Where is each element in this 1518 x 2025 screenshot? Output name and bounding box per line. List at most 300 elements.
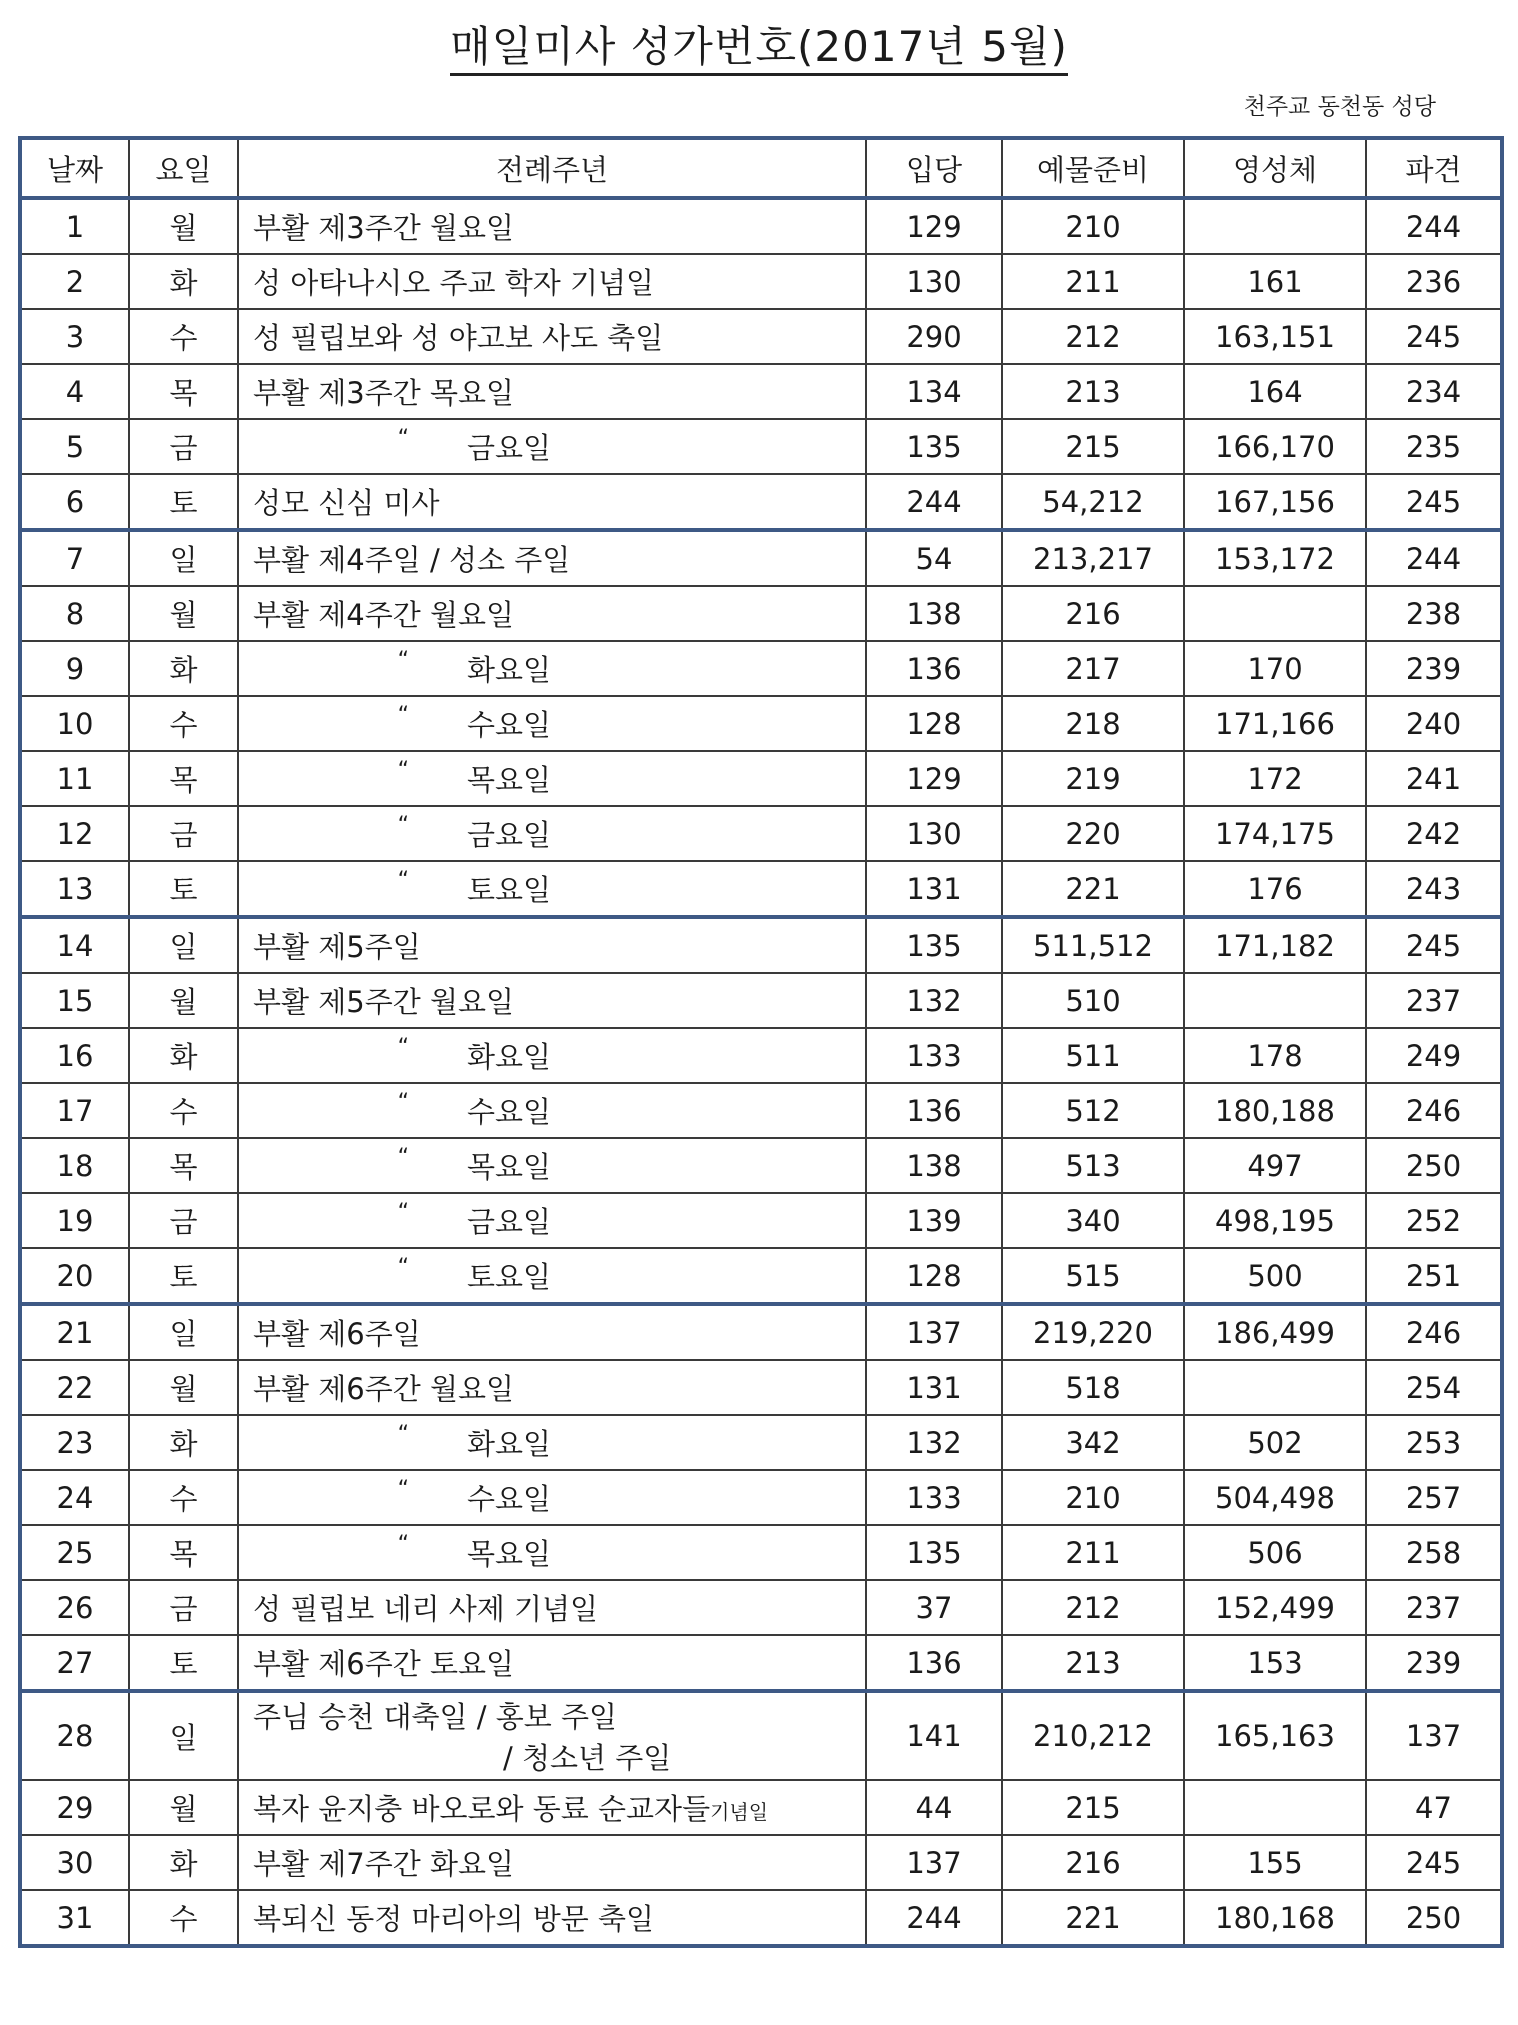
liturgy-text: 부활 제4주간 월요일 bbox=[253, 598, 514, 632]
day-cell: 수 bbox=[129, 1470, 238, 1525]
entrance-hymn-cell: 244 bbox=[866, 474, 1002, 530]
liturgy-cell bbox=[238, 254, 866, 309]
day-cell: 금 bbox=[129, 1580, 238, 1635]
column-header-liturgy: 전례주년 bbox=[238, 138, 866, 198]
dismissal-hymn-cell: 249 bbox=[1366, 1028, 1502, 1083]
liturgy-cell bbox=[238, 973, 866, 1028]
communion-hymn-cell: 504,498 bbox=[1184, 1470, 1366, 1525]
liturgy-text: 화요일 bbox=[467, 653, 552, 687]
table-row bbox=[20, 1360, 1502, 1415]
table-row bbox=[20, 1304, 1502, 1360]
offertory-hymn-cell: 211 bbox=[1002, 1525, 1184, 1580]
column-header-day: 요일 bbox=[129, 138, 238, 198]
date-cell: 6 bbox=[20, 474, 129, 530]
offertory-hymn-cell: 213,217 bbox=[1002, 530, 1184, 586]
day-cell: 목 bbox=[129, 1138, 238, 1193]
liturgy-text: 부활 제6주간 월요일 bbox=[253, 1372, 514, 1406]
day-cell: 일 bbox=[129, 1691, 238, 1780]
entrance-hymn-cell: 137 bbox=[866, 1304, 1002, 1360]
liturgy-cell bbox=[238, 1193, 866, 1248]
offertory-hymn-cell: 216 bbox=[1002, 586, 1184, 641]
communion-hymn-cell: 163,151 bbox=[1184, 309, 1366, 364]
offertory-hymn-cell: 212 bbox=[1002, 1580, 1184, 1635]
entrance-hymn-cell: 137 bbox=[866, 1835, 1002, 1890]
offertory-hymn-cell: 216 bbox=[1002, 1835, 1184, 1890]
ditto-mark: “ bbox=[397, 868, 409, 893]
day-cell: 토 bbox=[129, 861, 238, 917]
offertory-hymn-cell: 212 bbox=[1002, 309, 1184, 364]
entrance-hymn-cell: 290 bbox=[866, 309, 1002, 364]
day-cell: 수 bbox=[129, 309, 238, 364]
day-cell: 월 bbox=[129, 973, 238, 1028]
communion-hymn-cell: 153 bbox=[1184, 1635, 1366, 1691]
liturgy-text: 수요일 bbox=[467, 1095, 552, 1129]
communion-hymn-cell: 180,188 bbox=[1184, 1083, 1366, 1138]
liturgy-cell bbox=[238, 364, 866, 419]
table-row bbox=[20, 1780, 1502, 1835]
table-row bbox=[20, 1415, 1502, 1470]
liturgy-text: 화요일 bbox=[467, 1427, 552, 1461]
day-cell: 금 bbox=[129, 1193, 238, 1248]
date-cell: 28 bbox=[20, 1691, 129, 1780]
ditto-mark: “ bbox=[397, 1035, 409, 1060]
liturgy-text: 부활 제5주간 월요일 bbox=[253, 985, 514, 1019]
communion-hymn-cell bbox=[1184, 1780, 1366, 1835]
offertory-hymn-cell: 515 bbox=[1002, 1248, 1184, 1304]
liturgy-text: 복자 윤지충 바오로와 동료 순교자들 bbox=[253, 1792, 711, 1826]
offertory-hymn-cell: 218 bbox=[1002, 696, 1184, 751]
day-cell: 수 bbox=[129, 1083, 238, 1138]
entrance-hymn-cell: 133 bbox=[866, 1470, 1002, 1525]
date-cell: 17 bbox=[20, 1083, 129, 1138]
date-cell: 8 bbox=[20, 586, 129, 641]
table-row bbox=[20, 696, 1502, 751]
table-row bbox=[20, 1138, 1502, 1193]
dismissal-hymn-cell: 246 bbox=[1366, 1083, 1502, 1138]
offertory-hymn-cell: 210,212 bbox=[1002, 1691, 1184, 1780]
date-cell: 14 bbox=[20, 917, 129, 973]
entrance-hymn-cell: 244 bbox=[866, 1890, 1002, 1946]
date-cell: 4 bbox=[20, 364, 129, 419]
table-row bbox=[20, 751, 1502, 806]
day-cell: 일 bbox=[129, 530, 238, 586]
table-row bbox=[20, 861, 1502, 917]
entrance-hymn-cell: 136 bbox=[866, 1635, 1002, 1691]
liturgy-cell bbox=[238, 1083, 866, 1138]
entrance-hymn-cell: 135 bbox=[866, 419, 1002, 474]
ditto-mark: “ bbox=[397, 426, 409, 451]
dismissal-hymn-cell: 258 bbox=[1366, 1525, 1502, 1580]
table-row bbox=[20, 364, 1502, 419]
column-header-date: 날짜 bbox=[20, 138, 129, 198]
dismissal-hymn-cell: 251 bbox=[1366, 1248, 1502, 1304]
day-cell: 금 bbox=[129, 419, 238, 474]
entrance-hymn-cell: 131 bbox=[866, 861, 1002, 917]
parish-name: 천주교 동천동 성당 bbox=[1243, 94, 1436, 120]
ditto-mark: “ bbox=[397, 1145, 409, 1170]
liturgy-text: 금요일 bbox=[467, 818, 552, 852]
liturgy-text: 성모 신심 미사 bbox=[253, 486, 440, 520]
date-cell: 30 bbox=[20, 1835, 129, 1890]
day-cell: 수 bbox=[129, 696, 238, 751]
dismissal-hymn-cell: 244 bbox=[1366, 530, 1502, 586]
day-cell: 월 bbox=[129, 1360, 238, 1415]
table-row bbox=[20, 806, 1502, 861]
dismissal-hymn-cell: 137 bbox=[1366, 1691, 1502, 1780]
day-cell: 목 bbox=[129, 751, 238, 806]
liturgy-text: 성 아타나시오 주교 학자 기념일 bbox=[253, 266, 655, 300]
dismissal-hymn-cell: 237 bbox=[1366, 1580, 1502, 1635]
day-cell: 목 bbox=[129, 364, 238, 419]
table-row bbox=[20, 917, 1502, 973]
dismissal-hymn-cell: 240 bbox=[1366, 696, 1502, 751]
date-cell: 22 bbox=[20, 1360, 129, 1415]
day-cell: 일 bbox=[129, 917, 238, 973]
dismissal-hymn-cell: 237 bbox=[1366, 973, 1502, 1028]
offertory-hymn-cell: 512 bbox=[1002, 1083, 1184, 1138]
liturgy-text: 부활 제3주간 목요일 bbox=[253, 376, 514, 410]
date-cell: 11 bbox=[20, 751, 129, 806]
offertory-hymn-cell: 215 bbox=[1002, 419, 1184, 474]
liturgy-text: 수요일 bbox=[467, 708, 552, 742]
day-cell: 화 bbox=[129, 1835, 238, 1890]
table-row bbox=[20, 1248, 1502, 1304]
ditto-mark: “ bbox=[397, 1422, 409, 1447]
dismissal-hymn-cell: 239 bbox=[1366, 1635, 1502, 1691]
dismissal-hymn-cell: 234 bbox=[1366, 364, 1502, 419]
communion-hymn-cell: 167,156 bbox=[1184, 474, 1366, 530]
date-cell: 16 bbox=[20, 1028, 129, 1083]
date-cell: 13 bbox=[20, 861, 129, 917]
date-cell: 15 bbox=[20, 973, 129, 1028]
communion-hymn-cell: 171,182 bbox=[1184, 917, 1366, 973]
communion-hymn-cell: 165,163 bbox=[1184, 1691, 1366, 1780]
liturgy-text: 부활 제6주간 토요일 bbox=[253, 1647, 514, 1681]
dismissal-hymn-cell: 257 bbox=[1366, 1470, 1502, 1525]
liturgy-cell bbox=[238, 1635, 866, 1691]
date-cell: 10 bbox=[20, 696, 129, 751]
communion-hymn-cell: 166,170 bbox=[1184, 419, 1366, 474]
communion-hymn-cell bbox=[1184, 973, 1366, 1028]
liturgy-text: 목요일 bbox=[467, 763, 552, 797]
ditto-mark: “ bbox=[397, 703, 409, 728]
ditto-mark: “ bbox=[397, 813, 409, 838]
liturgy-text: 토요일 bbox=[467, 1260, 552, 1294]
ditto-mark: “ bbox=[397, 1255, 409, 1280]
entrance-hymn-cell: 130 bbox=[866, 806, 1002, 861]
date-cell: 19 bbox=[20, 1193, 129, 1248]
liturgy-text: 성 필립보와 성 야고보 사도 축일 bbox=[253, 321, 664, 355]
entrance-hymn-cell: 141 bbox=[866, 1691, 1002, 1780]
liturgy-text: 목요일 bbox=[467, 1150, 552, 1184]
date-cell: 29 bbox=[20, 1780, 129, 1835]
entrance-hymn-cell: 129 bbox=[866, 751, 1002, 806]
dismissal-hymn-cell: 243 bbox=[1366, 861, 1502, 917]
date-cell: 21 bbox=[20, 1304, 129, 1360]
day-cell: 일 bbox=[129, 1304, 238, 1360]
offertory-hymn-cell: 221 bbox=[1002, 861, 1184, 917]
dismissal-hymn-cell: 47 bbox=[1366, 1780, 1502, 1835]
day-cell: 토 bbox=[129, 474, 238, 530]
liturgy-text: 부활 제5주일 bbox=[253, 930, 421, 964]
entrance-hymn-cell: 128 bbox=[866, 696, 1002, 751]
liturgy-text: 목요일 bbox=[467, 1537, 552, 1571]
date-cell: 7 bbox=[20, 530, 129, 586]
date-cell: 27 bbox=[20, 1635, 129, 1691]
liturgy-cell bbox=[238, 586, 866, 641]
liturgy-text: 부활 제7주간 화요일 bbox=[253, 1847, 514, 1881]
table-row bbox=[20, 419, 1502, 474]
offertory-hymn-cell: 220 bbox=[1002, 806, 1184, 861]
liturgy-cell bbox=[238, 530, 866, 586]
communion-hymn-cell: 498,195 bbox=[1184, 1193, 1366, 1248]
dismissal-hymn-cell: 236 bbox=[1366, 254, 1502, 309]
entrance-hymn-cell: 128 bbox=[866, 1248, 1002, 1304]
entrance-hymn-cell: 139 bbox=[866, 1193, 1002, 1248]
hymn-schedule-table bbox=[18, 136, 1504, 1948]
date-cell: 31 bbox=[20, 1890, 129, 1946]
day-cell: 토 bbox=[129, 1635, 238, 1691]
liturgy-cell bbox=[238, 861, 866, 917]
liturgy-cell bbox=[238, 1028, 866, 1083]
offertory-hymn-cell: 210 bbox=[1002, 1470, 1184, 1525]
dismissal-hymn-cell: 246 bbox=[1366, 1304, 1502, 1360]
day-cell: 수 bbox=[129, 1890, 238, 1946]
table-row bbox=[20, 1470, 1502, 1525]
table-row bbox=[20, 1835, 1502, 1890]
communion-hymn-cell: 152,499 bbox=[1184, 1580, 1366, 1635]
liturgy-text: 토요일 bbox=[467, 873, 552, 907]
table-row bbox=[20, 309, 1502, 364]
entrance-hymn-cell: 136 bbox=[866, 1083, 1002, 1138]
offertory-hymn-cell: 211 bbox=[1002, 254, 1184, 309]
table-row bbox=[20, 1635, 1502, 1691]
liturgy-cell bbox=[238, 1138, 866, 1193]
liturgy-cell bbox=[238, 1360, 866, 1415]
ditto-mark: “ bbox=[397, 1477, 409, 1502]
dismissal-hymn-cell: 241 bbox=[1366, 751, 1502, 806]
entrance-hymn-cell: 138 bbox=[866, 586, 1002, 641]
entrance-hymn-cell: 130 bbox=[866, 254, 1002, 309]
liturgy-cell bbox=[238, 1248, 866, 1304]
communion-hymn-cell bbox=[1184, 198, 1366, 254]
column-header-entrance: 입당 bbox=[866, 138, 1002, 198]
table-row bbox=[20, 586, 1502, 641]
dismissal-hymn-cell: 239 bbox=[1366, 641, 1502, 696]
entrance-hymn-cell: 129 bbox=[866, 198, 1002, 254]
liturgy-cell bbox=[238, 474, 866, 530]
dismissal-hymn-cell: 245 bbox=[1366, 309, 1502, 364]
liturgy-cell bbox=[238, 309, 866, 364]
table-row bbox=[20, 1691, 1502, 1780]
communion-hymn-cell: 180,168 bbox=[1184, 1890, 1366, 1946]
communion-hymn-cell: 178 bbox=[1184, 1028, 1366, 1083]
entrance-hymn-cell: 138 bbox=[866, 1138, 1002, 1193]
offertory-hymn-cell: 217 bbox=[1002, 641, 1184, 696]
communion-hymn-cell: 174,175 bbox=[1184, 806, 1366, 861]
dismissal-hymn-cell: 245 bbox=[1366, 917, 1502, 973]
entrance-hymn-cell: 131 bbox=[866, 1360, 1002, 1415]
table-row bbox=[20, 1890, 1502, 1946]
entrance-hymn-cell: 133 bbox=[866, 1028, 1002, 1083]
offertory-hymn-cell: 213 bbox=[1002, 364, 1184, 419]
date-cell: 5 bbox=[20, 419, 129, 474]
dismissal-hymn-cell: 245 bbox=[1366, 474, 1502, 530]
liturgy-text: 부활 제4주일 / 성소 주일 bbox=[253, 543, 571, 577]
liturgy-text: 금요일 bbox=[467, 431, 552, 465]
offertory-hymn-cell: 340 bbox=[1002, 1193, 1184, 1248]
liturgy-text: 성 필립보 네리 사제 기념일 bbox=[253, 1592, 599, 1626]
communion-hymn-cell: 506 bbox=[1184, 1525, 1366, 1580]
liturgy-cell bbox=[238, 1691, 866, 1780]
communion-hymn-cell: 176 bbox=[1184, 861, 1366, 917]
entrance-hymn-cell: 136 bbox=[866, 641, 1002, 696]
dismissal-hymn-cell: 235 bbox=[1366, 419, 1502, 474]
liturgy-text: 복되신 동정 마리아의 방문 축일 bbox=[253, 1902, 655, 1936]
date-cell: 18 bbox=[20, 1138, 129, 1193]
liturgy-cell bbox=[238, 1890, 866, 1946]
offertory-hymn-cell: 213 bbox=[1002, 1635, 1184, 1691]
table-header-row bbox=[20, 138, 1502, 198]
date-cell: 25 bbox=[20, 1525, 129, 1580]
dismissal-hymn-cell: 252 bbox=[1366, 1193, 1502, 1248]
liturgy-text-line2: / 청소년 주일 bbox=[503, 1741, 672, 1775]
entrance-hymn-cell: 135 bbox=[866, 917, 1002, 973]
date-cell: 2 bbox=[20, 254, 129, 309]
liturgy-text: 주님 승천 대축일 / 홍보 주일 bbox=[253, 1700, 618, 1734]
offertory-hymn-cell: 342 bbox=[1002, 1415, 1184, 1470]
ditto-mark: “ bbox=[397, 1532, 409, 1557]
communion-hymn-cell bbox=[1184, 586, 1366, 641]
ditto-mark: “ bbox=[397, 1090, 409, 1115]
offertory-hymn-cell: 511 bbox=[1002, 1028, 1184, 1083]
dismissal-hymn-cell: 250 bbox=[1366, 1138, 1502, 1193]
date-cell: 12 bbox=[20, 806, 129, 861]
communion-hymn-cell: 170 bbox=[1184, 641, 1366, 696]
entrance-hymn-cell: 132 bbox=[866, 1415, 1002, 1470]
offertory-hymn-cell: 518 bbox=[1002, 1360, 1184, 1415]
liturgy-cell bbox=[238, 1525, 866, 1580]
dismissal-hymn-cell: 254 bbox=[1366, 1360, 1502, 1415]
offertory-hymn-cell: 54,212 bbox=[1002, 474, 1184, 530]
date-cell: 3 bbox=[20, 309, 129, 364]
date-cell: 23 bbox=[20, 1415, 129, 1470]
liturgy-cell bbox=[238, 696, 866, 751]
offertory-hymn-cell: 210 bbox=[1002, 198, 1184, 254]
date-cell: 24 bbox=[20, 1470, 129, 1525]
column-header-offertory: 예물준비 bbox=[1002, 138, 1184, 198]
liturgy-text: 수요일 bbox=[467, 1482, 552, 1516]
liturgy-text: 부활 제3주간 월요일 bbox=[253, 211, 514, 245]
date-cell: 9 bbox=[20, 641, 129, 696]
communion-hymn-cell: 155 bbox=[1184, 1835, 1366, 1890]
communion-hymn-cell bbox=[1184, 1360, 1366, 1415]
liturgy-text: 금요일 bbox=[467, 1205, 552, 1239]
communion-hymn-cell: 164 bbox=[1184, 364, 1366, 419]
communion-hymn-cell: 502 bbox=[1184, 1415, 1366, 1470]
entrance-hymn-cell: 44 bbox=[866, 1780, 1002, 1835]
entrance-hymn-cell: 134 bbox=[866, 364, 1002, 419]
communion-hymn-cell: 172 bbox=[1184, 751, 1366, 806]
communion-hymn-cell: 186,499 bbox=[1184, 1304, 1366, 1360]
column-header-dismissal: 파견 bbox=[1366, 138, 1502, 198]
table-row bbox=[20, 1028, 1502, 1083]
table-row bbox=[20, 1525, 1502, 1580]
day-cell: 월 bbox=[129, 586, 238, 641]
entrance-hymn-cell: 37 bbox=[866, 1580, 1002, 1635]
date-cell: 1 bbox=[20, 198, 129, 254]
date-cell: 20 bbox=[20, 1248, 129, 1304]
page-title: 매일미사 성가번호(2017년 5월) bbox=[0, 14, 1518, 74]
column-header-communion: 영성체 bbox=[1184, 138, 1366, 198]
offertory-hymn-cell: 221 bbox=[1002, 1890, 1184, 1946]
liturgy-cell bbox=[238, 1470, 866, 1525]
dismissal-hymn-cell: 244 bbox=[1366, 198, 1502, 254]
offertory-hymn-cell: 510 bbox=[1002, 973, 1184, 1028]
liturgy-cell bbox=[238, 1415, 866, 1470]
day-cell: 화 bbox=[129, 1415, 238, 1470]
dismissal-hymn-cell: 238 bbox=[1366, 586, 1502, 641]
dismissal-hymn-cell: 242 bbox=[1366, 806, 1502, 861]
liturgy-text: 부활 제6주일 bbox=[253, 1317, 421, 1351]
table-row bbox=[20, 530, 1502, 586]
table-row bbox=[20, 641, 1502, 696]
liturgy-cell bbox=[238, 641, 866, 696]
table-row bbox=[20, 474, 1502, 530]
offertory-hymn-cell: 511,512 bbox=[1002, 917, 1184, 973]
ditto-mark: “ bbox=[397, 1200, 409, 1225]
liturgy-cell bbox=[238, 198, 866, 254]
communion-hymn-cell: 497 bbox=[1184, 1138, 1366, 1193]
date-cell: 26 bbox=[20, 1580, 129, 1635]
table-row bbox=[20, 973, 1502, 1028]
table-row bbox=[20, 198, 1502, 254]
dismissal-hymn-cell: 245 bbox=[1366, 1835, 1502, 1890]
offertory-hymn-cell: 219 bbox=[1002, 751, 1184, 806]
liturgy-cell bbox=[238, 751, 866, 806]
day-cell: 월 bbox=[129, 1780, 238, 1835]
liturgy-cell bbox=[238, 419, 866, 474]
dismissal-hymn-cell: 253 bbox=[1366, 1415, 1502, 1470]
table-row bbox=[20, 1580, 1502, 1635]
offertory-hymn-cell: 219,220 bbox=[1002, 1304, 1184, 1360]
communion-hymn-cell: 171,166 bbox=[1184, 696, 1366, 751]
day-cell: 화 bbox=[129, 1028, 238, 1083]
liturgy-cell bbox=[238, 1780, 866, 1835]
day-cell: 화 bbox=[129, 641, 238, 696]
communion-hymn-cell: 161 bbox=[1184, 254, 1366, 309]
day-cell: 금 bbox=[129, 806, 238, 861]
offertory-hymn-cell: 215 bbox=[1002, 1780, 1184, 1835]
table-row bbox=[20, 1193, 1502, 1248]
communion-hymn-cell: 153,172 bbox=[1184, 530, 1366, 586]
day-cell: 월 bbox=[129, 198, 238, 254]
dismissal-hymn-cell: 250 bbox=[1366, 1890, 1502, 1946]
liturgy-cell bbox=[238, 1835, 866, 1890]
entrance-hymn-cell: 135 bbox=[866, 1525, 1002, 1580]
entrance-hymn-cell: 132 bbox=[866, 973, 1002, 1028]
day-cell: 토 bbox=[129, 1248, 238, 1304]
table-row bbox=[20, 254, 1502, 309]
table-row bbox=[20, 1083, 1502, 1138]
liturgy-text: 화요일 bbox=[467, 1040, 552, 1074]
communion-hymn-cell: 500 bbox=[1184, 1248, 1366, 1304]
offertory-hymn-cell: 513 bbox=[1002, 1138, 1184, 1193]
day-cell: 목 bbox=[129, 1525, 238, 1580]
ditto-mark: “ bbox=[397, 648, 409, 673]
ditto-mark: “ bbox=[397, 758, 409, 783]
liturgy-suffix: 기념일 bbox=[710, 1800, 769, 1824]
